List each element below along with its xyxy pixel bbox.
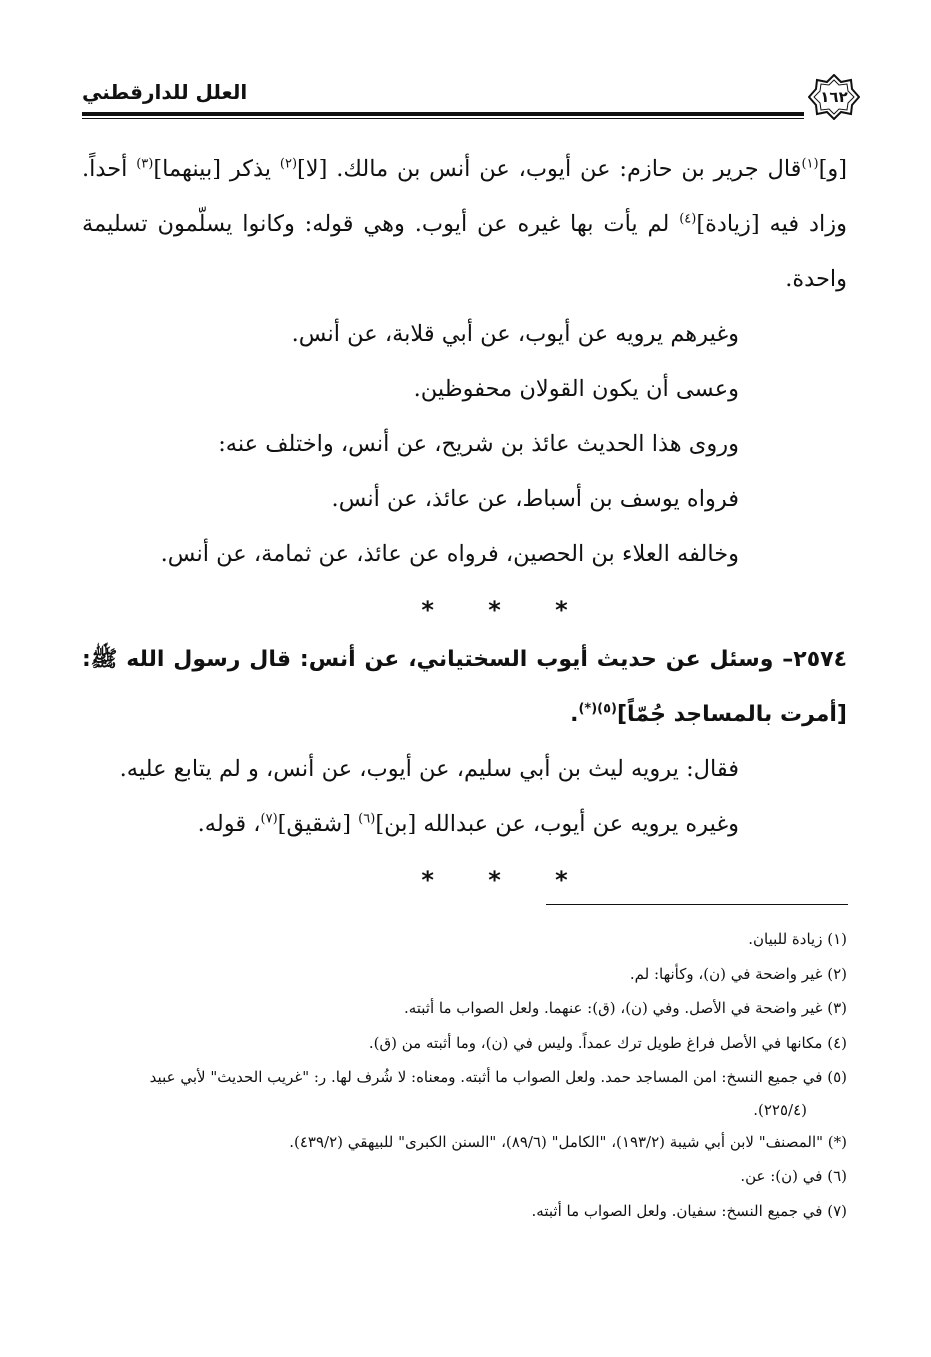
text-segment: أحداً. وزاد فيه [زيادة] [82,156,847,237]
heading-end: . [570,702,579,727]
paragraph-1 [82,142,847,307]
section-divider-stars: * * * [421,596,568,624]
footnote-star: (*) "المصنف" لابن أبي شيبة (١٩٣/٢)، "الكامل" (٨٩/٦)، "السنن الكبرى" للبيهقي (٤٣٩/٢). [289,1132,847,1151]
text-segment: [شقيق] [277,811,359,837]
footnote-ref-6: (٦) [358,811,376,827]
line-4: وروى هذا الحديث عائذ بن شريح، عن أنس، واختلف عنه: [218,431,739,457]
header-rule-thick [82,112,804,116]
footnote-ref-2: (٢) [279,156,298,172]
page-number-badge [808,74,860,120]
text-segment: قال جرير بن حازم: عن أيوب، عن أنس بن مالك. [لا] [297,156,802,182]
text-segment: وغيره يرويه عن أيوب، عن عبدالله [بن] [375,811,739,837]
main-text [82,142,847,902]
footnote-ref-3: (٣) [136,156,154,172]
footnote-1: (١) زيادة للبيان. [748,930,847,948]
text-segment: لم يأت بها غيره عن أيوب. وهي قوله: وكانوا يسلّمون تسليمة واحدة. [82,211,847,292]
footnotes [82,922,847,1228]
line-6: وخالفه العلاء بن الحصين، فرواه عن عائذ، عن ثمامة، عن أنس. [160,541,739,567]
line-8 [82,797,847,852]
page-number: ١٦٢ [820,88,848,106]
text-segment: يذكر [بينهما] [153,156,280,182]
line-2: وغيرهم يرويه عن أيوب، عن أبي قلابة، عن أنس. [291,321,739,347]
footnote-7: (٧) في جميع النسخ: سفيان. ولعل الصواب ما أثبته. [531,1201,847,1220]
line-3: وعسى أن يكون القولان محفوظين. [413,376,739,402]
footnote-4: (٤) مكانها في الأصل فراغ طويل ترك عمداً. وليس في (ن)، وما أثبته من (ق). [368,1033,847,1052]
footnote-6: (٦) في (ن): عن. [740,1167,847,1185]
section-divider-stars: * * * [421,866,568,894]
line-7: فقال: يرويه ليث بن أبي سليم، عن أيوب، عن أنس، و لم يتابع عليه. [119,756,739,782]
footnote-ref-5: (٥)(*) [578,701,617,717]
text-segment: [و] [818,156,847,182]
footnote-5-continued: (٢٢٥/٤). [753,1100,807,1119]
page-header [82,70,860,122]
header-rule-thin [82,118,804,119]
footnote-2: (٢) غير واضحة في (ن)، وكأنها: لم. [629,964,847,983]
line-5: فرواه يوسف بن أسباط، عن عائذ، عن أنس. [331,486,739,512]
heading-text: ٢٥٧٤– وسئل عن حديث أيوب السختياني، عن أنس: قال رسول الله ﷺ: [أمرت بالمساجد جُمّاً] [82,647,847,727]
entry-heading-2574 [82,632,847,742]
footnote-5: (٥) في جميع النسخ: امن المساجد حمد. ولعل الصواب ما أثبته. ومعناه: لا شُرف لها. ر: "غريب الحديث" لأبي عبيد [149,1068,847,1086]
footnote-3: (٣) غير واضحة في الأصل. وفي (ن)، (ق): عنهما. ولعل الصواب ما أثبته. [403,999,847,1017]
footnote-ref-7: (٧) [260,811,278,827]
footnote-ref-1: (١) [801,156,819,172]
footnote-ref-4: (٤) [679,211,697,227]
running-title: العلل للدارقطني [82,80,248,104]
footnote-separator [546,904,848,905]
text-segment: ، قوله. [197,811,261,837]
